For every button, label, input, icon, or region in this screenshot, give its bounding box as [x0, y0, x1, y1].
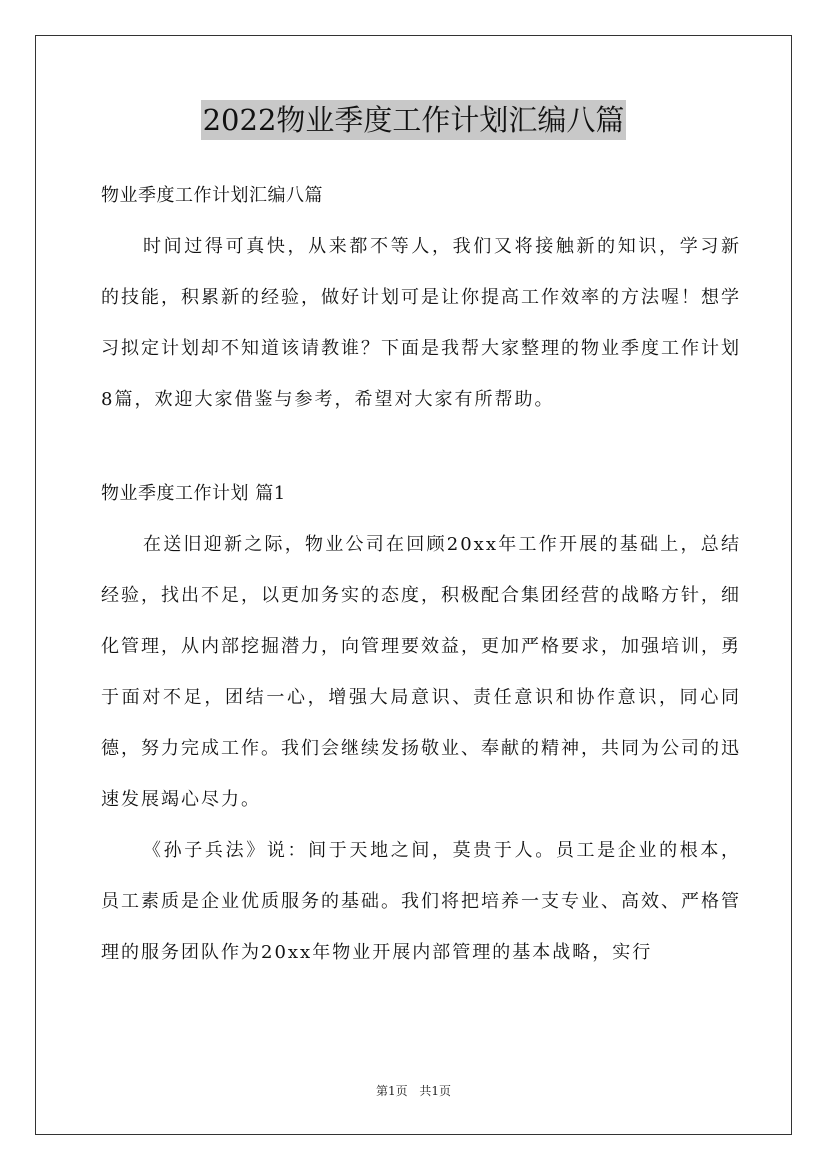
- page-total: 共1页: [419, 1084, 452, 1098]
- section-heading: 物业季度工作计划 篇1: [101, 483, 286, 504]
- body-paragraph: 在送旧迎新之际，物业公司在回顾20xx年工作开展的基础上，总结经验，找出不足，以更加务实的态度，积极配合集团经营的战略方针，细化管理，从内部挖掘潜力，向管理要效益，更加严格要求，加强培训，勇于面对不足，团结一心，增强大局意识、责任意识和协作意识，同心同德，努力完成工作。我们会继续发扬敬业、奉献的精神，共同为公司的迅速发展竭心尽力。: [101, 534, 741, 810]
- document-subtitle: 物业季度工作计划汇编八篇: [101, 185, 323, 206]
- document-body: [101, 170, 741, 978]
- body-paragraph: 《孙子兵法》说：间于天地之间，莫贵于人。员工是企业的根本，员工素质是企业优质服务的基础。我们将把培养一支专业、高效、严格管理的服务团队作为20xx年物业开展内部管理的基本战略，实行: [101, 840, 741, 963]
- document-title: 2022物业季度工作计划汇编八篇: [201, 100, 627, 140]
- page-number: 第1页: [375, 1084, 408, 1098]
- intro-paragraph: 时间过得可真快，从来都不等人，我们又将接触新的知识，学习新的技能，积累新的经验，做好计划可是让你提高工作效率的方法喔！想学习拟定计划却不知道该请教谁？下面是我帮大家整理的物业季度工作计划8篇，欢迎大家借鉴与参考，希望对大家有所帮助。: [101, 236, 741, 410]
- page-footer: [0, 1082, 827, 1099]
- title-container: [0, 100, 827, 140]
